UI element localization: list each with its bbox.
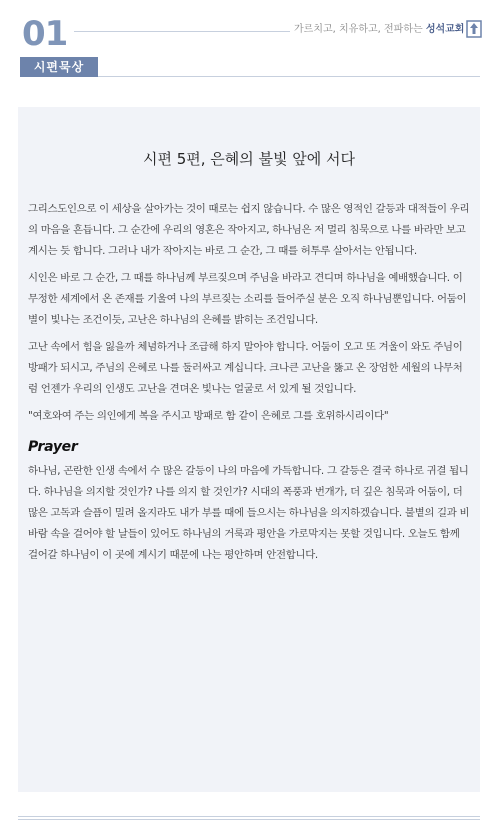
church-name: 성석교회 — [425, 24, 465, 35]
prayer-text: 하나님, 곤란한 인생 속에서 수 많은 갈등이 나의 마음에 가득합니다. 그 갈등은 결국 하나로 귀결 됩니다. 하나님을 의지할 것인가? 나를 의지 할 것인가? 시대의 폭풍과 번개가, 더 깊은 침묵과 어둠이, 더 많은 고독과 슬픔이 밀려 올지라도 내가 부를 때에 들으시는 하나님을 의지하겠습니다. 불볕의 길과 비바람 속을 걸어야 할 날들이 있어도 하나님의 거룩과 평안을 가로막지는 못할 것입니다. 오늘도 함께 걸어갈 하나님이 이 곳에 계시기 때문에 나는 평안하며 안전합니다. — [28, 465, 470, 561]
header-rule — [74, 31, 290, 32]
paragraph: 그리스도인으로 이 세상을 살아가는 것이 때로는 쉽지 않습니다. 수 많은 영적인 갈등과 대적들이 우리의 마음을 흔듭니다. 그 순간에 우리의 영혼은 작아지고, 하나님은 저 멀리 침묵으로 나를 바라만 보고 계시는 듯 합니다. 그러나 내가 작아지는 바로 그 순간, 그 때를 허투루 살아서는 안됩니다. — [28, 203, 470, 257]
section-rule — [98, 76, 480, 77]
article-card — [18, 107, 480, 792]
page-number: 01 — [22, 14, 68, 54]
prayer-heading: Prayer — [28, 439, 78, 455]
church-tagline — [294, 22, 464, 38]
article-body — [28, 199, 472, 572]
paragraph: 시인은 바로 그 순간, 그 때를 하나님께 부르짖으며 주님을 바라고 견디며 하나님을 예배했습니다. 이 무정한 세계에서 온 존재를 기울여 나의 부르짖는 소리를 들어주실 분은 오직 하나님뿐입니다. 어둠이 별이 빛나는 조건이듯, 고난은 하나님의 은혜를 밝히는 조건입니다. — [28, 272, 467, 326]
footer-rule — [18, 816, 480, 817]
page-header — [0, 0, 496, 82]
scripture-quote: "여호와여 주는 의인에게 복을 주시고 방패로 함 같이 은혜로 그를 호위하시리이다" — [28, 410, 389, 422]
footer-rule — [18, 819, 480, 820]
article-title: 시편 5편, 은혜의 불빛 앞에 서다 — [142, 150, 356, 168]
church-arrow-icon — [466, 20, 482, 38]
paragraph: 고난 속에서 힘을 잃을까 체념하거나 조급해 하지 말아야 합니다. 어둠이 오고 또 겨울이 와도 주님이 방패가 되시고, 주님의 은혜로 나를 둘러싸고 계십니다. 크나큰 고난을 뚫고 온 장엄한 세월의 나무처럼 언젠가 우리의 인생도 고난을 견뎌온 빛나는 얼굴로 서 있게 될 것입니다. — [28, 341, 463, 395]
tagline-text: 가르치고, 치유하고, 전파하는 — [294, 24, 426, 35]
section-tab: 시편묵상 — [20, 57, 98, 77]
